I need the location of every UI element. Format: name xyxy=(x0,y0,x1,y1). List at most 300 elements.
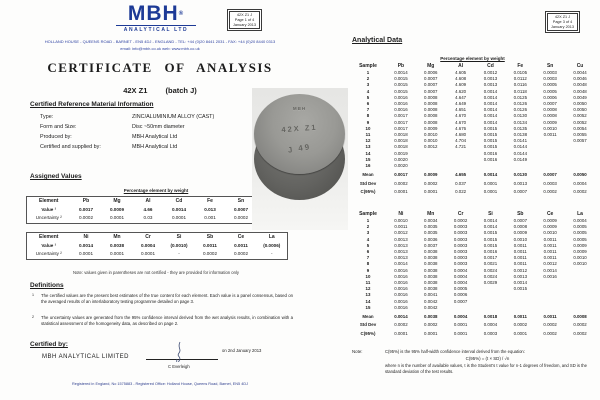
table-cell: 0.0007 xyxy=(513,218,528,223)
table-cell: Mean xyxy=(362,171,374,177)
right-note-line1: C(95%) is the 95% half-width confidence interval derived from the equation: xyxy=(385,349,525,354)
disc-top-face xyxy=(254,94,345,174)
table-cell: 0.0002 xyxy=(233,215,249,221)
table-cell: 0.0042 xyxy=(424,298,438,304)
table-cell: 4.721 xyxy=(455,144,467,150)
table-cell: Mean xyxy=(362,313,374,319)
table-cell: 0.0013 xyxy=(394,249,408,255)
table-cell: 0.0002 xyxy=(513,322,528,328)
table-cell: 0.0005 xyxy=(453,286,468,292)
table-cell: Sn xyxy=(546,63,554,69)
table-cell: Disc ~50mm diameter xyxy=(132,124,185,130)
table-row xyxy=(27,242,288,251)
table-cell: 0.0002 xyxy=(202,251,218,257)
table-cell: 0.03 xyxy=(143,215,153,221)
table-cell: Std Dev xyxy=(359,322,377,328)
table-cell: Sample xyxy=(359,63,377,69)
table-cell: 0.0008 xyxy=(424,101,438,107)
table-cell: Mn xyxy=(427,211,435,217)
table-cell: Pb xyxy=(397,63,405,69)
crm-info-heading: Certified Reference Material Information xyxy=(30,101,154,108)
table-cell: 15 xyxy=(365,304,371,310)
table-cell: 0.0029 xyxy=(483,280,498,286)
table-cell: 8 xyxy=(366,113,370,119)
table-cell: 0.0021 xyxy=(483,261,498,267)
certified-by-heading: Certified by: xyxy=(30,341,68,348)
table-cell: 0.0004 xyxy=(453,273,468,279)
table-cell: 0.0006 xyxy=(543,94,557,100)
table-cell: 0.0002 xyxy=(573,331,587,337)
table-cell: (0.0010) xyxy=(170,242,188,248)
table-cell: 0.0019 xyxy=(394,150,408,156)
table-cell: 0.0001 xyxy=(394,189,408,195)
table-cell: Sb xyxy=(517,211,524,217)
table-cell: 0.0014 xyxy=(483,107,498,113)
disc-engraving-batch: J 49 xyxy=(287,142,312,155)
table-cell: 0.0009 xyxy=(513,230,528,236)
table-cell: 4.670 xyxy=(455,119,467,125)
table-cell: 0.0003 xyxy=(453,230,468,236)
table-cell: 11 xyxy=(365,132,371,138)
table-cell: 0.0038 xyxy=(424,286,438,292)
table-cell: 0.0010 xyxy=(573,255,587,261)
table-cell: 0.0138 xyxy=(513,132,528,138)
registered-footer: Registered in England, No 1575883 - Registered Office: Holland House, Queens Road, Barnet, EN5 4DJ xyxy=(72,382,248,386)
table-cell: 0.0005 xyxy=(573,224,587,230)
table-cell: 0.0016 xyxy=(483,249,498,255)
table-cell: 10 xyxy=(365,125,371,131)
table-cell: 0.0006 xyxy=(453,292,468,298)
table-cell: 0.0007 xyxy=(233,206,249,212)
table-cell: 0.0016 xyxy=(483,156,498,162)
table-cell: 0.0001 xyxy=(424,189,438,195)
assigned-values-heading: Assigned Values xyxy=(30,173,82,180)
table-cell: Cd xyxy=(175,198,183,204)
table-cell: 0.0024 xyxy=(483,267,498,273)
table-cell: 0.0134 xyxy=(513,119,528,125)
table-cell: 8 xyxy=(366,261,370,267)
table-cell: 0.022 xyxy=(455,189,467,195)
table-cell: 0.0018 xyxy=(394,144,408,150)
table-cell: 0.0012 xyxy=(424,144,438,150)
table-cell: 4.655 xyxy=(455,171,467,177)
table-cell: 4 xyxy=(366,236,370,242)
table-cell: 0.0009 xyxy=(543,119,557,125)
refbox1-page: Page 1 of 4 xyxy=(234,17,255,22)
table-cell: 16 xyxy=(365,163,371,169)
table-cell: 0.0015 xyxy=(483,230,498,236)
table-cell: 0.013 xyxy=(204,206,216,212)
table-row xyxy=(350,311,595,320)
table-cell: 0.0016 xyxy=(394,273,408,279)
table-cell: 0.0011 xyxy=(543,313,557,319)
product-code: 42X Z1 xyxy=(123,86,148,95)
table-cell: 0.0006 xyxy=(424,70,438,75)
table-cell: 0.0004 xyxy=(453,267,468,273)
table-cell: 0.0011 xyxy=(234,242,248,248)
table-cell: Ni xyxy=(398,211,404,217)
table-cell: 0.0018 xyxy=(394,138,408,144)
table-cell: 0.0015 xyxy=(394,82,408,88)
table-cell: Sb xyxy=(206,234,214,240)
analytical-table-1 xyxy=(350,63,595,196)
table-cell: MBH Analytical Ltd xyxy=(132,134,178,140)
table-cell: 0.0002 xyxy=(573,322,587,328)
table-row xyxy=(350,187,595,196)
table-cell: 0.0036 xyxy=(424,236,438,242)
table-cell: 0.0001 xyxy=(483,180,498,186)
table-cell: 13 xyxy=(365,292,371,298)
table-cell: 0.0038 xyxy=(424,267,438,273)
table-cell: 0.001 xyxy=(204,215,216,221)
table-cell: 0.0002 xyxy=(424,322,438,328)
table-cell: Element xyxy=(39,234,59,240)
table-cell: 5 xyxy=(366,94,370,100)
table-cell: 4.647 xyxy=(455,94,467,100)
table-cell: 0.0009 xyxy=(109,206,125,212)
table-cell: 0.0001 xyxy=(394,331,408,337)
table-cell: Type: xyxy=(40,114,54,120)
refbox1-date: January 2013 xyxy=(233,22,257,27)
table-cell: 0.0002 xyxy=(543,331,557,337)
table-cell: 0.0012 xyxy=(543,261,557,267)
table-cell: 0.0012 xyxy=(513,267,528,273)
table-row xyxy=(27,206,288,215)
table-cell: 0.0046 xyxy=(573,76,587,82)
table-cell: 0.0049 xyxy=(573,94,587,100)
table-row xyxy=(40,132,270,142)
table-cell: Ni xyxy=(83,234,89,240)
table-cell: 0.0042 xyxy=(424,304,438,310)
table-cell: 0.0018 xyxy=(483,313,498,319)
table-cell: 0.0017 xyxy=(78,206,94,212)
table-cell: 0.0007 xyxy=(453,298,468,304)
table-cell: 0.0015 xyxy=(483,236,498,242)
table-cell: (0.0006) xyxy=(263,242,281,248)
table-cell: 0.0007 xyxy=(543,171,557,177)
table-cell: 0.0008 xyxy=(543,113,557,119)
table-cell: Std Dev xyxy=(359,180,377,186)
table-cell: 0.0009 xyxy=(424,171,438,177)
table-cell: 0.0007 xyxy=(543,101,557,107)
table-cell: 0.0002 xyxy=(78,215,94,221)
table-cell: 0.0008 xyxy=(424,113,438,119)
table-cell: 0.0050 xyxy=(573,107,587,113)
table-cell: 0.0015 xyxy=(483,132,498,138)
table-cell: Value ¹ xyxy=(41,206,57,212)
table-cell: 14 xyxy=(365,298,371,304)
table-cell: Cd xyxy=(487,63,494,69)
table-cell: 0.0003 xyxy=(543,180,557,186)
table-cell: 0.0050 xyxy=(573,171,587,177)
contact-line: email: info@mbh.co.uk web: www.mbh.co.uk xyxy=(120,46,200,51)
table-cell: 4.680 xyxy=(455,132,467,138)
table-cell: 0.0001 xyxy=(424,331,438,337)
table-cell: 0.0016 xyxy=(394,107,408,113)
table-cell: 0.0001 xyxy=(513,331,528,337)
table-cell: 0.0008 xyxy=(424,119,438,125)
table-cell: 0.0024 xyxy=(483,273,498,279)
table-cell: 11 xyxy=(365,280,371,286)
sample-disc-photo xyxy=(252,88,348,230)
table-cell: Uncertainty ² xyxy=(35,215,62,221)
table-cell: 0.0018 xyxy=(394,132,408,138)
table-cell: 1 xyxy=(366,218,370,223)
table-cell: 0.0007 xyxy=(424,88,438,94)
table-row xyxy=(40,122,270,132)
table-cell: 4.620 xyxy=(455,88,467,94)
assigned-values-table-1 xyxy=(26,196,288,224)
table-cell: 0.0015 xyxy=(483,138,498,144)
table-cell: 0.0003 xyxy=(453,242,468,248)
table-cell: 9 xyxy=(366,267,370,273)
table-cell: Si xyxy=(488,211,493,217)
definition-2-marker: 2 xyxy=(32,315,34,319)
table-cell: 0.0013 xyxy=(483,76,498,82)
table-cell: 0.0010 xyxy=(543,230,557,236)
table-cell: 0.0149 xyxy=(513,156,528,162)
table-cell: 0.0017 xyxy=(483,255,498,261)
table-cell: 0.0004 xyxy=(573,218,587,223)
table-cell: 0.0126 xyxy=(513,101,528,107)
table-cell: 0.0011 xyxy=(543,236,557,242)
definitions-heading: Definitions xyxy=(30,282,64,289)
table-cell: 0.0014 xyxy=(483,171,498,177)
table-cell: 0.0037 xyxy=(424,242,438,248)
table-cell: 5 xyxy=(366,242,370,248)
table-row xyxy=(40,112,270,122)
table-cell: 0.0014 xyxy=(483,101,498,107)
table-cell: 4.608 xyxy=(455,76,467,82)
table-cell: 14 xyxy=(365,150,371,156)
definition-2-text: The uncertainty values are generated from the 95% confidence interval derived from the wet analysis results, in combination with a statistical assessment of the homogeneity data, as described on page 2. xyxy=(41,315,293,326)
table-cell: 0.0034 xyxy=(424,218,438,223)
table-cell: 4.66 xyxy=(143,206,153,212)
table-cell: 0.0012 xyxy=(394,230,408,236)
table-cell: 0.0011 xyxy=(394,224,408,230)
table-row xyxy=(350,320,595,329)
table-cell: 0.0015 xyxy=(513,286,528,292)
table-cell: 0.0016 xyxy=(394,101,408,107)
analytical-table-2 xyxy=(350,211,595,337)
batch-label: (batch J) xyxy=(165,86,197,95)
table-cell: Produced by: xyxy=(40,134,72,140)
table-cell: 0.0004 xyxy=(140,242,156,248)
reference-box-page1 xyxy=(227,9,262,31)
table-cell: 0.0116 xyxy=(513,82,527,88)
address-line: HOLLAND HOUSE - QUEENS ROAD - BARNET - EN5 4DJ - ENGLAND - TEL: +44 (0)20 8441 2031 - FAX: +44 (0)20 8440 0313 xyxy=(44,39,276,44)
table-cell: 0.0048 xyxy=(573,82,587,88)
table-cell: 0.0014 xyxy=(483,94,498,100)
table-cell: Fe xyxy=(207,198,213,204)
table-cell: 0.0038 xyxy=(424,261,438,267)
table-cell: 0.0009 xyxy=(573,249,587,255)
refbox2-page: Page 3 of 4 xyxy=(552,19,573,24)
table-cell: 0.0011 xyxy=(513,313,527,319)
table-cell: 0.0003 xyxy=(453,236,468,242)
table-row xyxy=(27,214,288,223)
table-cell: 0.0014 xyxy=(171,206,187,212)
table-row xyxy=(27,197,288,206)
table-cell: 2 xyxy=(366,76,370,82)
table-cell: 0.0007 xyxy=(424,82,438,88)
table-cell: 6 xyxy=(366,101,370,107)
table-cell: 3 xyxy=(366,230,370,236)
table-cell: 0.0118 xyxy=(513,88,527,94)
table-cell: 0.0126 xyxy=(513,107,528,113)
table-cell: Ce xyxy=(546,211,554,217)
table-cell: 0.0130 xyxy=(513,171,528,177)
table-cell: 4.605 xyxy=(455,70,467,75)
table-cell: 0.0016 xyxy=(483,150,498,156)
table-cell: 0.0002 xyxy=(394,322,408,328)
table-cell: 0.0001 xyxy=(109,215,125,221)
table-cell: 0.0011 xyxy=(543,255,557,261)
certification-date: on 2nd January 2013 xyxy=(222,348,262,353)
table-cell: 0.0009 xyxy=(573,242,587,248)
table-cell: 0.0010 xyxy=(513,236,528,242)
table-row xyxy=(350,63,595,70)
table-row xyxy=(40,142,270,152)
table-cell: 0.0002 xyxy=(233,251,249,257)
right-note-line2: where n is the number of available values, t is the Student's t value for n-1 degrees of freedom, and SD is the standard deviation of the test results. xyxy=(385,363,587,374)
definition-1-text: The certified values are the present best estimates of the true content for each element. Each value is a panel consensus, based on the averaged results of an interlaboratory testing programme detailed on page 3. xyxy=(41,293,293,304)
table-cell: 0.0014 xyxy=(394,261,408,267)
table-cell: 0.0003 xyxy=(543,76,557,82)
table-cell: 0.0048 xyxy=(573,88,587,94)
table-cell: Mn xyxy=(113,234,121,240)
table-cell: C(95%) xyxy=(360,189,376,195)
table-cell: ZINC/ALUMINIUM ALLOY (CAST) xyxy=(132,114,215,120)
table-cell: 0.0011 xyxy=(203,242,217,248)
signature-line xyxy=(146,344,218,360)
mbh-logo xyxy=(116,4,196,33)
table-cell: 0.0112 xyxy=(513,76,527,82)
table-cell: 0.0003 xyxy=(453,224,468,230)
table-cell: 0.0010 xyxy=(424,138,438,144)
table-cell: 9 xyxy=(366,119,370,125)
mbh-logo-text: MBH® xyxy=(127,2,185,25)
table-cell: - xyxy=(178,251,180,257)
table-cell: 0.0038 xyxy=(424,249,438,255)
table-cell: 4.649 xyxy=(455,101,467,107)
refbox1-code: 42X Z1 J xyxy=(236,13,253,17)
table-cell: 0.0008 xyxy=(513,224,528,230)
table-cell: 0.0010 xyxy=(543,125,557,131)
table-cell: 0.0052 xyxy=(573,119,587,125)
table-cell: 4.704 xyxy=(455,138,467,144)
table-cell: 0.0016 xyxy=(394,304,408,310)
table-cell: 0.0003 xyxy=(543,70,557,75)
table-cell: 0.0015 xyxy=(394,88,408,94)
table-cell: 0.0013 xyxy=(394,255,408,261)
table-cell: Mg xyxy=(427,63,435,69)
table-cell: 0.0035 xyxy=(424,230,438,236)
reference-box-page3 xyxy=(545,11,580,33)
table-cell: 4.609 xyxy=(455,82,467,88)
table-cell: 0.0002 xyxy=(394,180,408,186)
table-cell: 0.0016 xyxy=(394,267,408,273)
table-cell: 0.0035 xyxy=(424,224,438,230)
table-cell: 0.0125 xyxy=(513,94,528,100)
table-cell: 0.0017 xyxy=(394,119,408,125)
table-cell: 0.0011 xyxy=(543,132,557,138)
table-cell: Form and Size: xyxy=(40,124,77,130)
table-cell: 0.0001 xyxy=(453,331,468,337)
table-cell: 0.0003 xyxy=(453,249,468,255)
table-cell: 0.0015 xyxy=(394,76,408,82)
table-cell: 0.0038 xyxy=(424,280,438,286)
table-cell: 3 xyxy=(366,82,370,88)
table-cell: 0.0008 xyxy=(424,107,438,113)
table-cell: 4.651 xyxy=(455,107,467,113)
table-cell: 0.0038 xyxy=(424,273,438,279)
table-cell: 0.0009 xyxy=(424,125,438,131)
table-cell: 0.0141 xyxy=(513,138,528,144)
table-cell: 0.0017 xyxy=(394,113,408,119)
certifying-company: MBH ANALYTICAL LIMITED xyxy=(42,354,130,360)
table-cell: 0.0013 xyxy=(513,180,528,186)
table-cell: 0.0004 xyxy=(453,280,468,286)
table-cell: 0.0014 xyxy=(78,242,94,248)
table-cell: 0.0011 xyxy=(513,249,527,255)
table-cell: 0.0004 xyxy=(453,313,468,319)
table-cell: 0.0014 xyxy=(394,313,408,319)
table-cell: La xyxy=(268,234,275,240)
table-row xyxy=(27,250,288,259)
table-cell: 7 xyxy=(366,255,370,261)
table-cell: 0.0057 xyxy=(573,138,587,144)
table-cell: 0.0001 xyxy=(109,251,125,257)
table-cell: 0.0012 xyxy=(483,70,498,75)
table-cell: Ce xyxy=(237,234,245,240)
table-cell: 0.0003 xyxy=(453,261,468,267)
analytical-data-heading: Analytical Data xyxy=(352,37,403,44)
table-cell: 0.0007 xyxy=(513,189,528,195)
table-cell: 0.0105 xyxy=(513,70,528,75)
table-cell: 2 xyxy=(366,224,370,230)
table-cell: 13 xyxy=(365,144,371,150)
table-cell: 0.0016 xyxy=(394,298,408,304)
table-cell: 0.0011 xyxy=(513,261,527,267)
table-cell: 0.0013 xyxy=(394,242,408,248)
table-cell: 0.0005 xyxy=(573,230,587,236)
table-cell: 0.0052 xyxy=(573,113,587,119)
table-cell: Al xyxy=(458,63,464,69)
table-cell: 4 xyxy=(366,88,370,94)
table-cell: 0.0144 xyxy=(513,144,528,150)
table-cell: 0.0038 xyxy=(424,313,438,319)
table-cell: 0.0010 xyxy=(573,261,587,267)
table-cell: 12 xyxy=(365,286,371,292)
table-cell: 0.0001 xyxy=(140,251,156,257)
table-cell: Al xyxy=(145,198,151,204)
table-cell: 0.0014 xyxy=(483,119,498,125)
right-note-label: Note: xyxy=(352,349,363,354)
table-cell: 0.0017 xyxy=(394,171,408,177)
table-cell: Cu xyxy=(576,63,584,69)
table-cell: 0.0016 xyxy=(394,292,408,298)
table-cell: 0.0001 xyxy=(78,251,94,257)
table-cell: 0.0009 xyxy=(543,224,557,230)
table-cell: 0.0015 xyxy=(483,125,498,131)
table-cell: Mg xyxy=(113,198,121,204)
table-row xyxy=(350,211,595,218)
table-cell: Si xyxy=(176,234,182,240)
table-cell: 0.0014 xyxy=(483,88,498,94)
table-row xyxy=(350,329,595,338)
table-cell: 0.0144 xyxy=(513,150,528,156)
